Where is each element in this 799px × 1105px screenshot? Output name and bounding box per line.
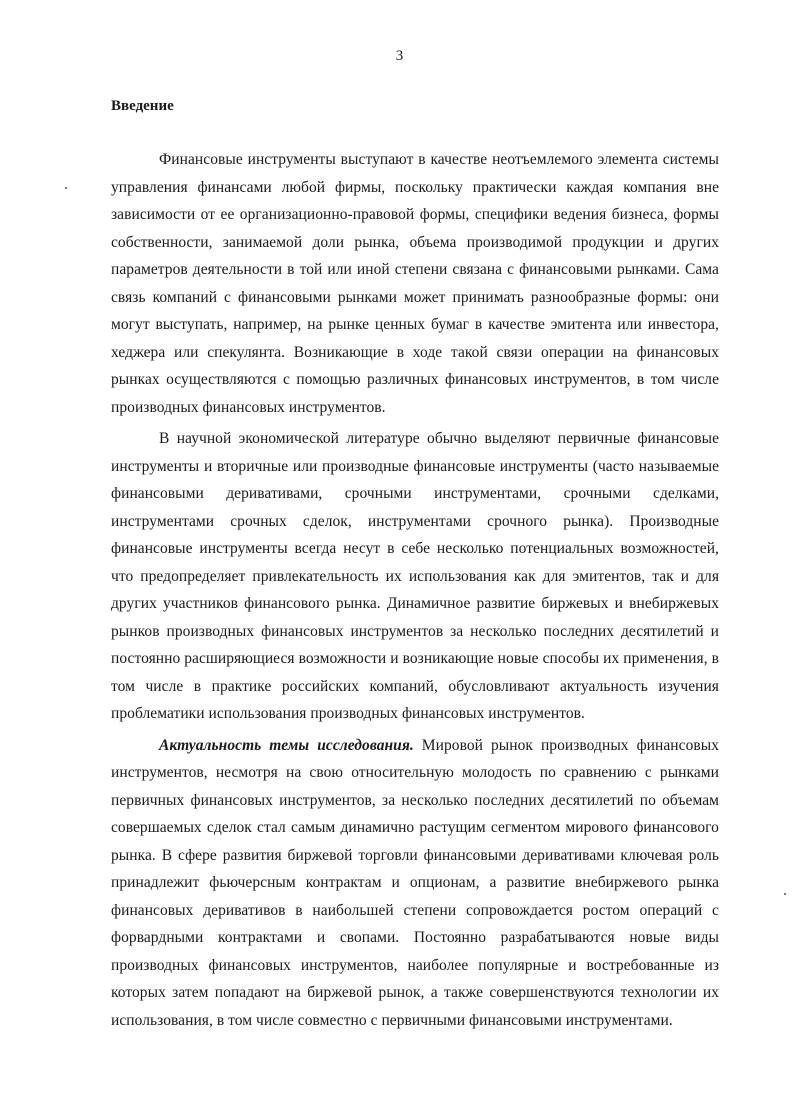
- section-heading: Введение: [111, 98, 174, 114]
- paragraph-3-lead: Актуальность темы исследования.: [159, 736, 414, 754]
- paragraph-3-text: Мировой рынок производных финансовых инструментов, несмотря на свою относительную молодость по сравнению с рынками первичных финансовых инструментов, за несколько последних десятилетий по объемам совершаемых сделок стал самым динамично растущим сегментом мирового финансового рынка. В сфере развития биржевой торговли финансовыми деривативами ключевая роль принадлежит фьючерсным контрактам и опционам, а развитие внебиржевого рынка финансовых деривативов в наибольшей степени сопровождается ростом операций с форвардными контрактами и свопами. Постоянно разрабатываются новые виды производных финансовых инструментов, наиболее популярные и востребованные из которых затем попадают на биржевой рынок, а также совершенствуются технологии их использования, в том числе совместно с первичными финансовыми инструментами.: [111, 736, 719, 1029]
- page-number: 3: [395, 48, 404, 64]
- scan-speck: [65, 187, 67, 189]
- paragraph-1: Финансовые инструменты выступают в качестве неотъемлемого элемента системы управления финансами любой фирмы, поскольку практически каждая компания вне зависимости от ее организационно-правовой формы, специфики ведения бизнеса, формы собственности, занимаемой доли рынка, объема производимой продукции и других параметров деятельности в той или иной степени связана с финансовыми рынками. Сама связь компаний с финансовыми рынками может принимать разнообразные формы: они могут выступать, например, на рынке ценных бумаг в качестве эмитента или инвестора, хеджера или спекулянта. Возникающие в ходе такой связи операции на финансовых рынках осуществляются с помощью различных финансовых инструментов, в том числе производных финансовых инструментов.: [111, 151, 719, 416]
- paragraph-3: [111, 732, 719, 1035]
- paragraph-2: В научной экономической литературе обычно выделяют первичные финансовые инструменты и вторичные или производные финансовые инструменты (часто называемые финансовыми деривативами, срочными инструментами, срочными сделками, инструментами срочных сделок, инструментами срочного рынка). Производные финансовые инструменты всегда несут в себе несколько потенциальных возможностей, что предопределяет привлекательность их использования как для эмитентов, так и для других участников финансового рынка. Динамичное развитие биржевых и внебиржевых рынков производных финансовых инструментов за несколько последних десятилетий и постоянно расширяющиеся возможности и возникающие новые способы их применения, в том числе в практике российских компаний, обусловливают актуальность изучения проблематики использования производных финансовых инструментов.: [111, 430, 719, 722]
- body-text: [111, 146, 719, 1038]
- scan-speck: [784, 893, 786, 895]
